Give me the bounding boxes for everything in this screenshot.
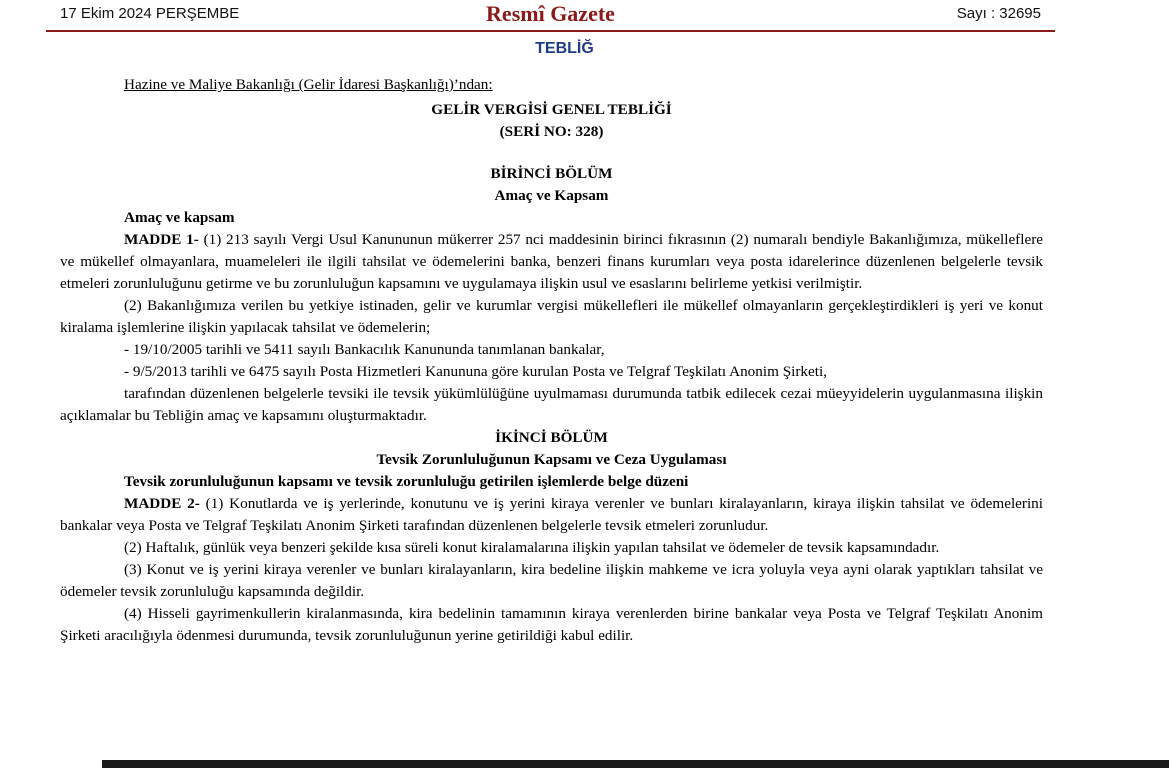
document-body [60, 74, 1043, 647]
document-series: (SERİ NO: 328) [499, 123, 604, 140]
article2-paragraph4: (4) Hisseli gayrimenkullerin kiralanmasında, kira bedelinin tamamının kiraya verenlerden birine bankalar veya Posta ve Telgraf Teşkilatı Anonim Şirketi aracılığıyla ödenmesi durumunda, tevsik zorunluluğunun yerine getirildiği kabul edilir. [60, 605, 1043, 644]
article1-label: MADDE 1- [124, 231, 199, 248]
gazette-title: Resmî Gazete [486, 1, 615, 26]
article1-paragraph3: tarafından düzenlenen belgelerle tevsiki ile tevsik yükümlülüğüne uyulmaması durumunda tatbik edilecek cezai müeyyidelerin uygulanmasına ilişkin açıklamalar bu Tebliğin amaç ve kapsamını oluşturmaktadır. [60, 385, 1043, 424]
part1-subtitle: Amaç ve Kapsam [494, 187, 609, 204]
part2-heading: Tevsik zorunluluğunun kapsamı ve tevsik zorunluluğu getirilen işlemlerde belge düzeni [124, 473, 689, 490]
issue-date: 17 Ekim 2024 PERŞEMBE [60, 5, 240, 22]
taskbar-strip [102, 760, 1169, 768]
article2-paragraph3: (3) Konut ve iş yerini kiraya verenler ve bunları kiralayanların, kira bedeline ilişkin mahkeme ve icra yoluyla veya ayni olarak yaptıkları tahsilat ve ödemeler tevsik zorunluluğu kapsamında değildir. [60, 561, 1043, 600]
gazette-header [46, 0, 1055, 32]
part1-heading: Amaç ve kapsam [124, 209, 235, 226]
article1-paragraph2: (2) Bakanlığımıza verilen bu yetkiye istinaden, gelir ve kurumlar vergisi mükellefleri ile mükellef olmayanların gerçekleştirdikleri iş yeri ve konut kiralama işlemlerine ilişkin yapılacak tahsilat ve ödemelerin; [60, 297, 1043, 336]
article1-text: (1) 213 sayılı Vergi Usul Kanununun mükerrer 257 nci maddesinin birinci fıkrasının (2) numaralı bendiyle Bakanlığımıza, mükelleflere ve mükellef olmayanlara, muameleleri ile ilgili tahsilat ve ödemelerini banka, benzeri finans kurumları veya posta idarelerince düzenlenen belgelerle tevsik etmeleri zorunluluğunu getirme ve bu zorunluluğun kapsamını ve uygulamaya ilişkin usul ve esaslarını belirleme yetkisi verilmiştir. [60, 231, 1044, 292]
part2-subtitle: Tevsik Zorunluluğunun Kapsamı ve Ceza Uygulaması [376, 451, 727, 468]
section-label: TEBLİĞ [535, 40, 594, 57]
document-title: GELİR VERGİSİ GENEL TEBLİĞİ [431, 101, 672, 118]
issuing-authority: Hazine ve Maliye Bakanlığı (Gelir İdaresi Başkanlığı)’ndan: [124, 76, 493, 93]
article1-paragraph1 [60, 229, 1043, 295]
article1-bullet2: - 9/5/2013 tarihli ve 6475 sayılı Posta Hizmetleri Kanununa göre kurulan Posta ve Telgraf Teşkilatı Anonim Şirketi, [124, 363, 827, 380]
article2-text: (1) Konutlarda ve iş yerlerinde, konutunu ve iş yerini kiraya verenler ve bunları kiralayanların, kiraya ilişkin tahsilat ve ödemelerini bankalar veya Posta ve Telgraf Teşkilatı Anonim Şirketi tarafından düzenlenen belgelerle tevsik etmeleri zorunludur. [60, 495, 1043, 534]
article2-label: MADDE 2- [124, 495, 200, 512]
issue-number: Sayı : 32695 [956, 5, 1041, 22]
article2-paragraph2: (2) Haftalık, günlük veya benzeri şekilde kısa süreli konut kiralamalarına ilişkin yapılan tahsilat ve ödemeler de tevsik kapsamındadır. [124, 539, 940, 556]
article1-bullet1: - 19/10/2005 tarihli ve 5411 sayılı Bankacılık Kanununda tanımlanan bankalar, [124, 341, 605, 358]
article2-paragraph1 [60, 493, 1043, 537]
part1-title: BİRİNCİ BÖLÜM [490, 165, 613, 182]
part2-title: İKİNCİ BÖLÜM [495, 429, 608, 446]
